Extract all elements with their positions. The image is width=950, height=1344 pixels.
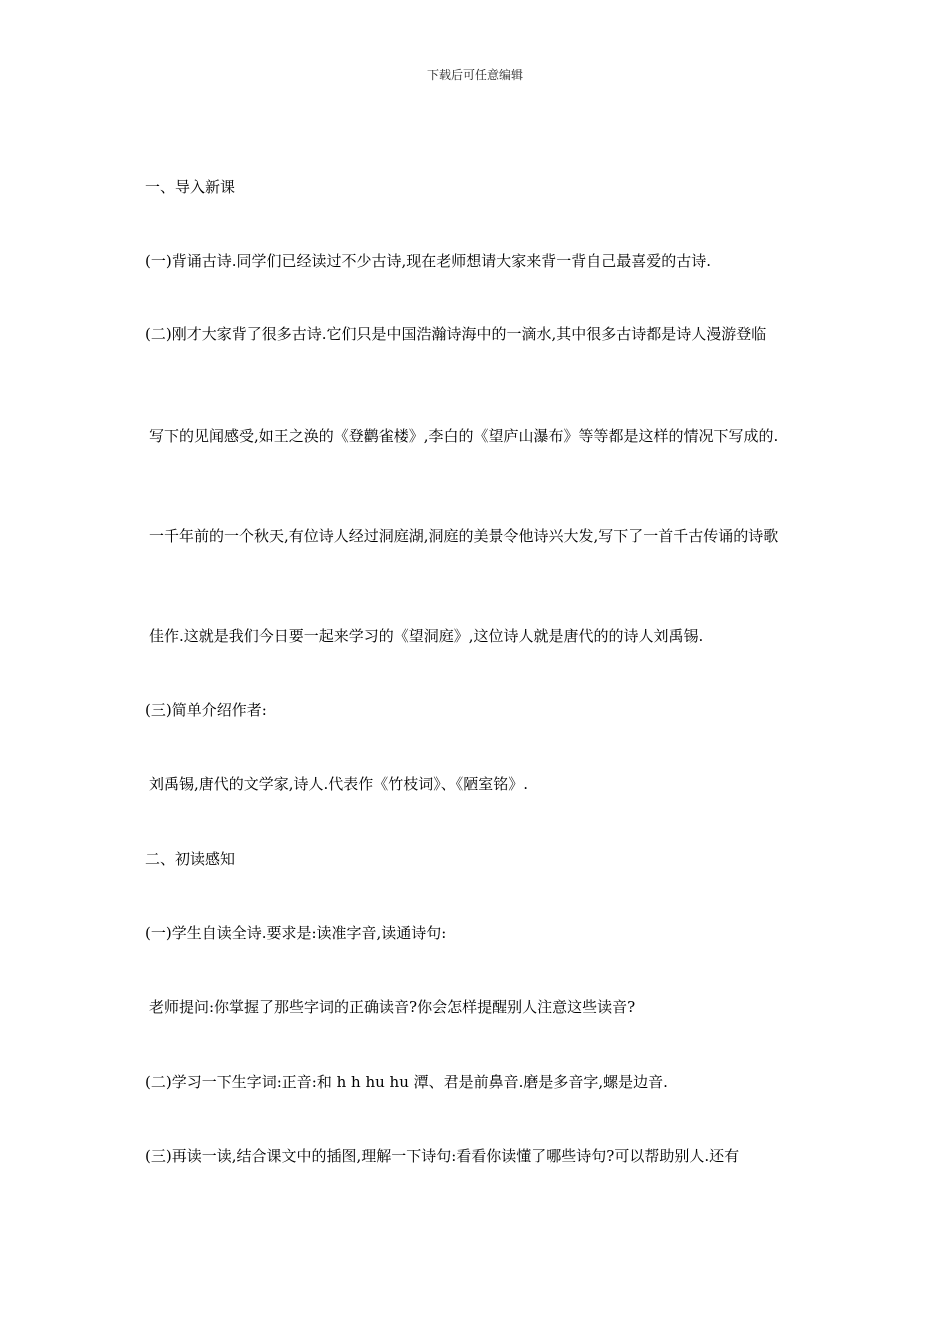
section-heading-1: 一、导入新课 [145,178,236,196]
section-heading-2: 二、初读感知 [145,850,236,868]
paragraph: 佳作.这就是我们今日要一起来学习的《望洞庭》,这位诗人就是唐代的的诗人刘禹锡. [149,627,704,645]
paragraph: 一千年前的一个秋天,有位诗人经过洞庭湖,洞庭的美景令他诗兴大发,写下了一首千古传诵的诗歌 [149,527,779,545]
paragraph: (二)刚才大家背了很多古诗.它们只是中国浩瀚诗海中的一滴水,其中很多古诗都是诗人漫游登临 [145,325,767,343]
paragraph: (三)简单介绍作者: [145,701,267,719]
paragraph: 老师提问:你掌握了那些字词的正确读音?你会怎样提醒别人注意这些读音? [149,998,636,1016]
paragraph: (二)学习一下生字词:正音:和 h h hu hu 潭、君是前鼻音.磨是多音字,螺是边音. [145,1073,668,1091]
paragraph: 写下的见闻感受,如王之涣的《登鹳雀楼》,李白的《望庐山瀑布》等等都是这样的情况下写成的. [149,427,779,445]
page-header: 下载后可任意编辑 [426,68,523,82]
paragraph: (三)再读一读,结合课文中的插图,理解一下诗句:看看你读懂了哪些诗句?可以帮助别人.还有 [145,1147,740,1165]
paragraph: 刘禹锡,唐代的文学家,诗人.代表作《竹枝词》、《陋室铭》. [149,775,529,793]
paragraph: (一)学生自读全诗.要求是:读准字音,读通诗句: [145,924,447,942]
paragraph: (一)背诵古诗.同学们已经读过不少古诗,现在老师想请大家来背一背自己最喜爱的古诗. [145,252,712,270]
